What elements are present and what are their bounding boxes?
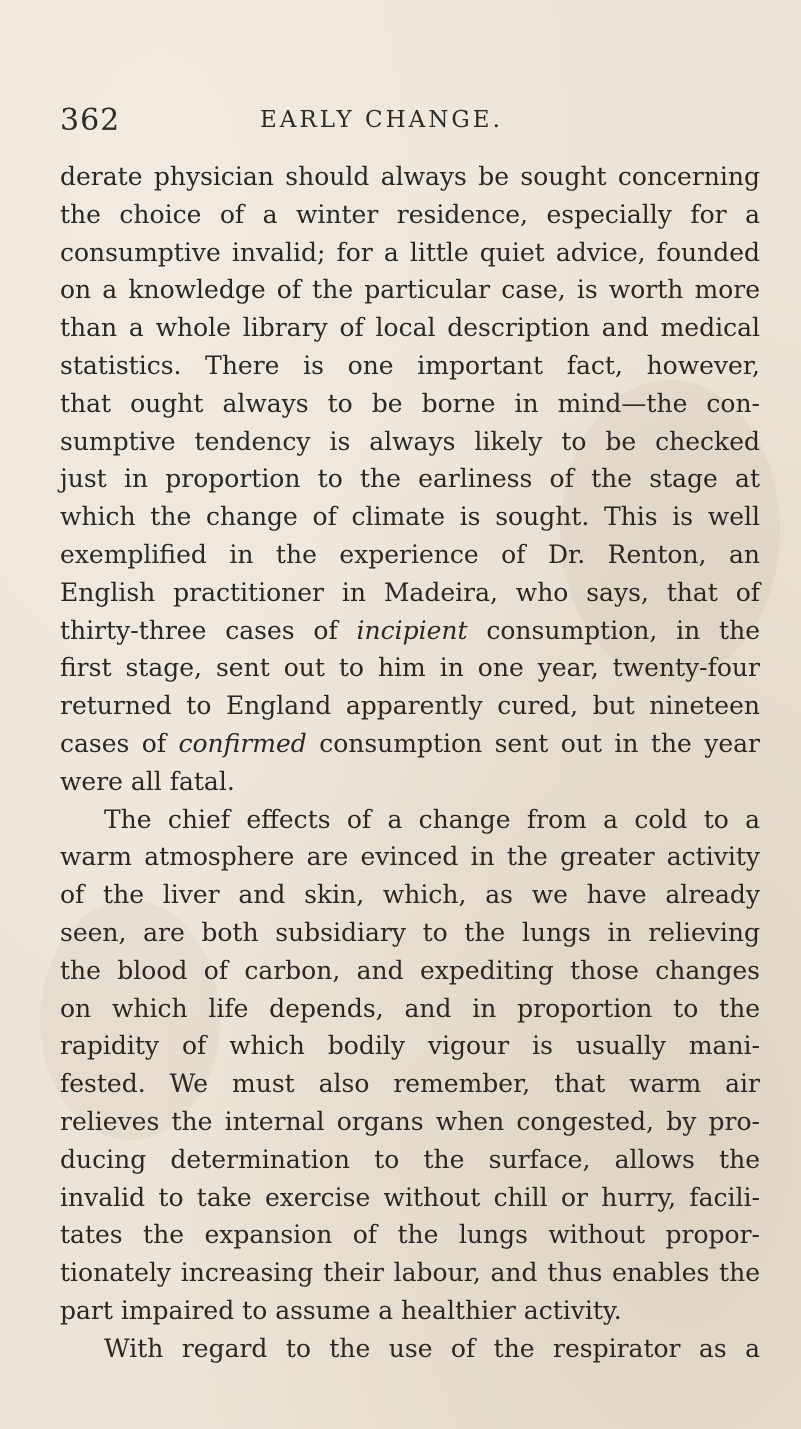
text-line: tates the expansion of the lungs without propor- (60, 1220, 760, 1250)
text-line: derate physician should always be sought concerning (60, 162, 760, 191)
text-line: just in proportion to the earliness of the stage at (60, 464, 760, 494)
text-line-confirmed (60, 725, 760, 763)
text-line: the blood of carbon, and expediting those changes (60, 955, 760, 985)
text-line: invalid to take exercise without chill or hurry, facili- (60, 1182, 760, 1212)
text-fragment: thirty-three cases of (60, 615, 357, 645)
text-line: than a whole library of local description and medical (60, 313, 760, 343)
text-line: exemplified in the experience of Dr. Renton, an (60, 539, 760, 569)
text-line: that ought always to be borne in mind—the con- (60, 388, 760, 418)
text-line: seen, are both subsidiary to the lungs in relieving (60, 917, 760, 947)
text-line: statistics. There is one important fact, however, (60, 350, 760, 380)
paragraph-start: With regard to the use of the respirator as a (104, 1333, 760, 1363)
text-fragment: consumption, in the (467, 615, 760, 645)
text-fragment: cases of (60, 728, 179, 758)
text-line: English practitioner in Madeira, who says, that of (60, 577, 760, 607)
text-line: on a knowledge of the particular case, is worth more (60, 275, 760, 305)
text-line: ducing determination to the surface, allows the (60, 1144, 760, 1174)
text-line: rapidity of which bodily vigour is usually mani- (60, 1031, 760, 1061)
italic-word: confirmed (178, 728, 307, 758)
text-line: first stage, sent out to him in one year, twenty-four (60, 653, 760, 683)
page-number: 362 (60, 103, 121, 138)
text-line: tionately increasing their labour, and thus enables the (60, 1258, 760, 1288)
text-line: part impaired to assume a healthier activity. (60, 1295, 622, 1325)
text-line-incipient (60, 612, 760, 650)
text-line: which the change of climate is sought. This is well (60, 502, 760, 532)
italic-word: incipient (356, 615, 468, 645)
text-line: on which life depends, and in proportion to the (60, 993, 760, 1023)
text-line: consumptive invalid; for a little quiet advice, founded (60, 237, 760, 267)
body-text (60, 158, 760, 1368)
page-header (60, 103, 760, 143)
paragraph-start: The chief effects of a change from a cold to a (104, 804, 760, 834)
text-line: of the liver and skin, which, as we have already (60, 880, 760, 910)
running-title: EARLY CHANGE. (260, 107, 503, 133)
text-line: were all fatal. (60, 766, 235, 796)
text-fragment: consumption sent out in the year (306, 728, 760, 758)
text-line: warm atmosphere are evinced in the greater activity (60, 842, 760, 872)
text-line: sumptive tendency is always likely to be checked (60, 426, 760, 456)
text-line: fested. We must also remember, that warm air (60, 1069, 760, 1099)
text-line: relieves the internal organs when congested, by pro- (60, 1106, 760, 1136)
text-line: returned to England apparently cured, but nineteen (60, 691, 760, 721)
text-line: the choice of a winter residence, especially for a (60, 199, 760, 229)
